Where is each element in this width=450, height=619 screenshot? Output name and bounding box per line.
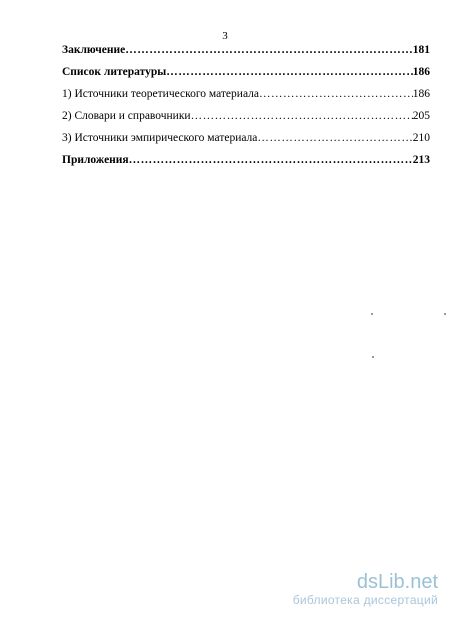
toc-leader-dots	[129, 154, 413, 166]
toc-entry-page: 186	[412, 88, 430, 100]
toc-entry-label: Приложения	[62, 154, 129, 166]
toc-entry-bibliography[interactable]	[62, 66, 430, 88]
toc-entry-page: 186	[412, 66, 430, 78]
toc-leader-dots	[166, 66, 413, 78]
scan-speck	[372, 356, 374, 358]
toc-entry-theoretical-sources[interactable]	[62, 88, 430, 110]
toc-entry-label: Список литературы	[62, 66, 167, 78]
watermark-subtitle: библиотека диссертаций	[292, 593, 438, 607]
toc-entry-label: 2) Словари и справочники	[62, 110, 191, 122]
toc-entry-dictionaries[interactable]	[62, 110, 430, 132]
toc-entry-label: 3) Источники эмпирического материала	[62, 132, 258, 144]
toc-entry-empirical-sources[interactable]	[62, 132, 430, 154]
page-number: 3	[222, 30, 228, 42]
toc-leader-dots	[257, 132, 412, 144]
watermark-logo: dsLib.net	[356, 571, 438, 593]
toc-entry-appendices[interactable]	[62, 154, 430, 176]
toc-leader-dots	[125, 44, 413, 56]
scan-speck	[444, 313, 446, 315]
toc-entry-page: 181	[412, 44, 430, 56]
toc-entry-conclusion[interactable]	[62, 44, 430, 66]
toc-entry-label: 1) Источники теоретического материала	[62, 88, 259, 100]
watermark	[293, 571, 438, 607]
toc-entry-page: 213	[412, 154, 430, 166]
toc-entry-label: Заключение	[62, 44, 126, 56]
table-of-contents	[62, 44, 430, 176]
toc-entry-page: 210	[412, 132, 430, 144]
toc-leader-dots	[191, 110, 413, 122]
scan-speck	[371, 313, 373, 315]
toc-entry-page: 205	[412, 110, 430, 122]
toc-leader-dots	[259, 88, 413, 100]
